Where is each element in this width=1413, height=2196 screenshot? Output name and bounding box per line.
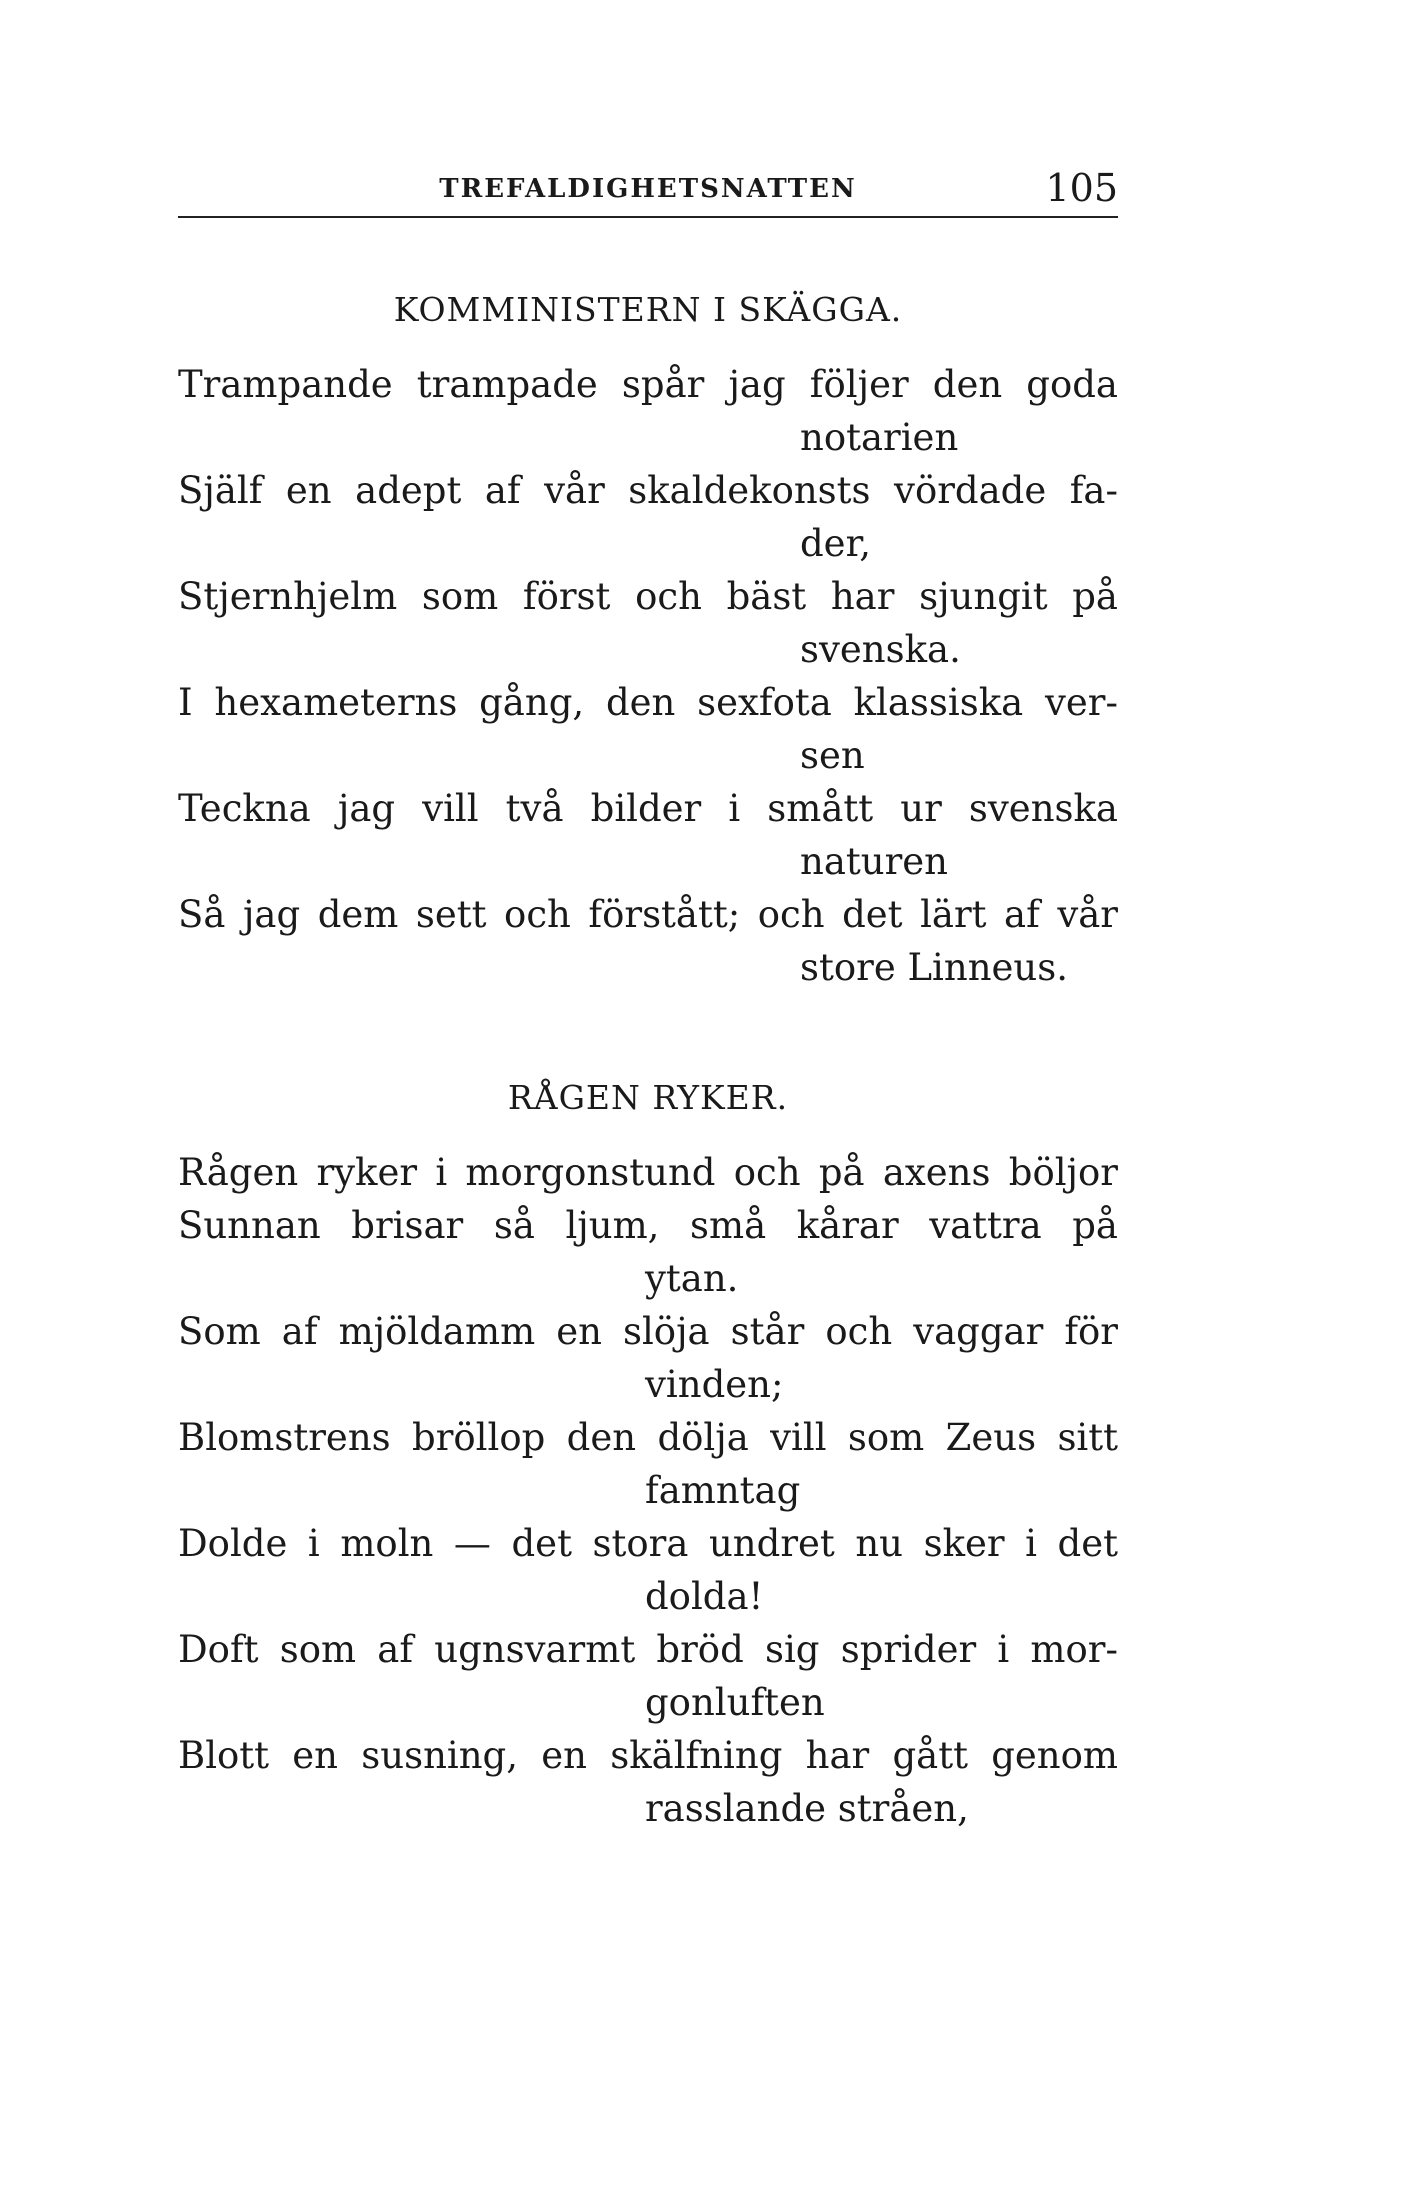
poem-line-continuation: famntag	[645, 1469, 801, 1512]
poem-line: I hexameterns gång, den sexfota klassiska ver-	[178, 681, 1118, 724]
poem-line-continuation: notarien	[800, 416, 959, 459]
poem-line-continuation: gonluften	[645, 1681, 825, 1724]
poem-line-continuation: naturen	[800, 840, 948, 883]
poem-line: Som af mjöldamm en slöja står och vaggar för	[178, 1310, 1118, 1353]
poem-line: Doft som af ugnsvarmt bröd sig sprider i mor-	[178, 1628, 1118, 1671]
poem-line: Teckna jag vill två bilder i smått ur svenska	[178, 787, 1118, 830]
poem-line: Själf en adept af vår skaldekonsts vördade fa-	[178, 469, 1118, 512]
poem-line-continuation: der,	[800, 522, 871, 565]
poem-line: Blomstrens bröllop den dölja vill som Zeus sitt	[178, 1416, 1118, 1459]
poem-title: KOMMINISTERN I SKÄGGA.	[393, 290, 903, 329]
poem-line-continuation: svenska.	[800, 628, 961, 671]
poem-line-continuation: store Linneus.	[800, 946, 1069, 989]
poem-line: Dolde i moln — det stora undret nu sker i det	[178, 1522, 1118, 1565]
page-number: 105	[1045, 166, 1118, 210]
poem-line-continuation: ytan.	[645, 1257, 739, 1300]
poem-line: Sunnan brisar så ljum, små kårar vattra på	[178, 1204, 1118, 1247]
poem-line: Trampande trampade spår jag följer den goda	[178, 363, 1118, 406]
poem-line: Rågen ryker i morgonstund och på axens böljor	[178, 1151, 1118, 1194]
running-head	[178, 166, 1118, 218]
poem-line-continuation: rasslande stråen,	[645, 1787, 969, 1830]
running-head-title: TREFALDIGHETSNATTEN	[439, 174, 857, 204]
poem-line-continuation: sen	[800, 734, 865, 777]
poem-line-continuation: dolda!	[645, 1575, 764, 1618]
poem-line: Blott en susning, en skälfning har gått genom	[178, 1734, 1118, 1777]
poem-line: Stjernhjelm som först och bäst har sjungit på	[178, 575, 1118, 618]
poem-title: RÅGEN RYKER.	[507, 1078, 789, 1117]
poem-line: Så jag dem sett och förstått; och det lärt af vår	[178, 893, 1118, 936]
poem-line-continuation: vinden;	[645, 1363, 784, 1406]
